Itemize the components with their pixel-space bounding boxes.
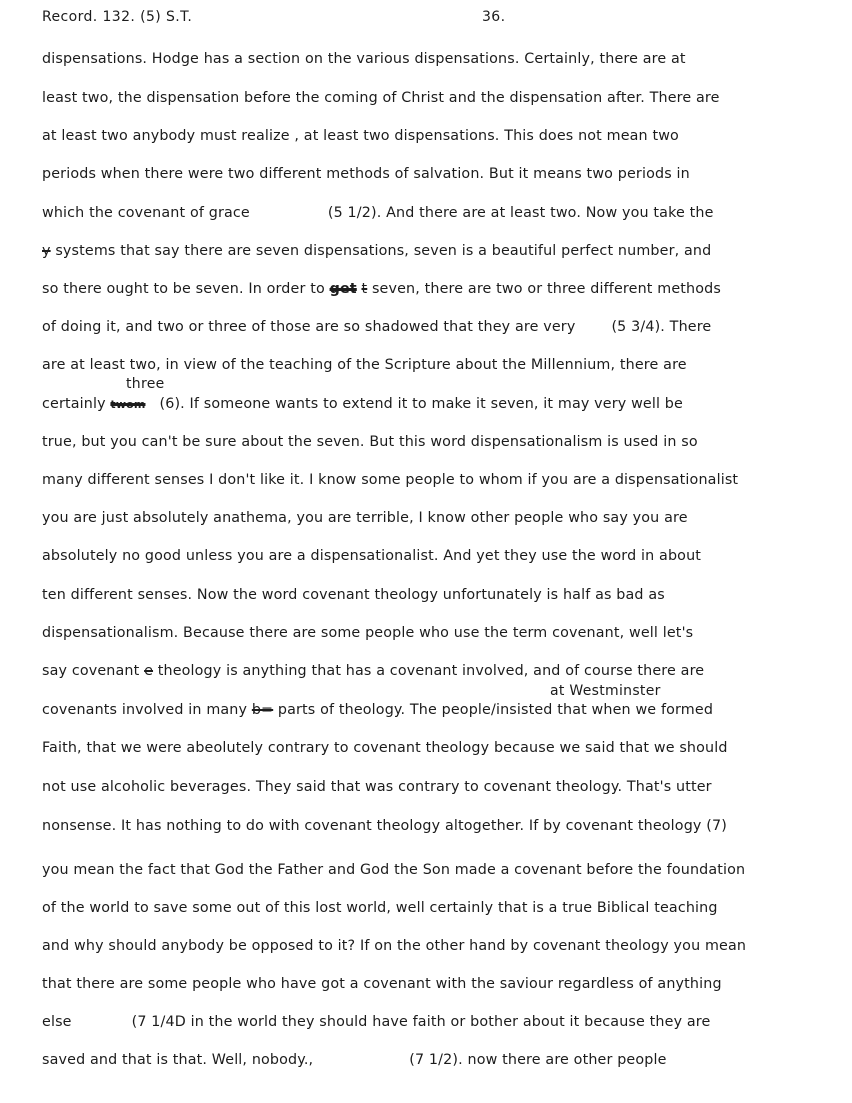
text-line-16: dispensationalism. Because there are some people who use the term covenant, well let's bbox=[42, 625, 694, 641]
text-line-10-start: certainly bbox=[42, 396, 111, 412]
text-line-5 bbox=[42, 205, 714, 221]
text-line-18 bbox=[42, 702, 713, 718]
interlinear-insertion-three: three bbox=[126, 376, 165, 392]
text-line-4: periods when there were two different methods of salvation. But it means two periods in bbox=[42, 166, 690, 182]
text-line-17-start: say covenant bbox=[42, 663, 145, 679]
text-line-7-start: so there ought to be seven. In order to bbox=[42, 281, 330, 297]
overtyped-word: twom bbox=[110, 398, 146, 411]
overtyped-word: get bbox=[329, 281, 357, 297]
text-line-8-end: (5 3/4). There bbox=[611, 319, 712, 335]
text-line-8 bbox=[42, 319, 711, 335]
record-header: Record. 132. (5) S.T. bbox=[42, 9, 193, 25]
text-line-15: ten different senses. Now the word covenant theology unfortunately is half as bad as bbox=[42, 587, 665, 603]
interlinear-insertion-westminster: at Westminster bbox=[550, 683, 661, 699]
text-line-22: you mean the fact that God the Father and God the Son made a covenant before the foundation bbox=[42, 862, 746, 878]
text-line-24: and why should anybody be opposed to it? If on the other hand by covenant theology you mean bbox=[42, 938, 747, 954]
text-line-10 bbox=[42, 396, 683, 412]
text-line-17 bbox=[42, 663, 704, 679]
struck-character: e bbox=[144, 663, 154, 679]
text-line-2: least two, the dispensation before the coming of Christ and the dispensation after. There are bbox=[42, 90, 720, 106]
text-line-21: nonsense. It has nothing to do with covenant theology altogether. If by covenant theology (7) bbox=[42, 818, 727, 834]
text-line-26 bbox=[42, 1014, 710, 1030]
text-line-8-start: of doing it, and two or three of those are so shadowed that they are very bbox=[42, 319, 576, 335]
text-line-19: Faith, that we were abeolutely contrary to covenant theology because we said that we should bbox=[42, 740, 728, 756]
text-line-5-end: (5 1/2). And there are at least two. Now you take the bbox=[327, 205, 714, 221]
text-line-10-rest: (6). If someone wants to extend it to make it seven, it may very well be bbox=[159, 396, 683, 412]
struck-character: t bbox=[361, 281, 368, 297]
text-line-18-rest: parts of theology. The people/insisted that when we formed bbox=[273, 702, 714, 718]
text-line-27 bbox=[42, 1052, 667, 1068]
text-line-1: dispensations. Hodge has a section on the various dispensations. Certainly, there are at bbox=[42, 51, 686, 67]
text-line-6 bbox=[42, 243, 711, 259]
text-line-23: of the world to save some out of this lost world, well certainly that is a true Biblical teaching bbox=[42, 900, 718, 916]
text-line-11: true, but you can't be sure about the seven. But this word dispensationalism is used in so bbox=[42, 434, 698, 450]
text-line-26-rest: (7 1/4D in the world they should have faith or bother about it because they are bbox=[131, 1014, 711, 1030]
text-line-27-end: (7 1/2). now there are other people bbox=[409, 1052, 667, 1068]
text-line-5-start: which the covenant of grace bbox=[42, 205, 250, 221]
text-line-6-rest: systems that say there are seven dispensations, seven is a beautiful perfect number, and bbox=[50, 243, 712, 259]
struck-characters: b= bbox=[251, 702, 274, 718]
text-line-7 bbox=[42, 281, 721, 297]
text-line-17-rest: theology is anything that has a covenant involved, and of course there are bbox=[153, 663, 705, 679]
text-line-27-start: saved and that is that. Well, nobody., bbox=[42, 1052, 314, 1068]
text-line-9: are at least two, in view of the teaching of the Scripture about the Millennium, there are bbox=[42, 357, 687, 373]
text-line-13: you are just absolutely anathema, you are terrible, I know other people who say you are bbox=[42, 510, 688, 526]
text-line-18-start: covenants involved in many bbox=[42, 702, 252, 718]
text-line-3: at least two anybody must realize , at least two dispensations. This does not mean two bbox=[42, 128, 679, 144]
text-line-12: many different senses I don't like it. I know some people to whom if you are a dispensationalist bbox=[42, 472, 739, 488]
text-line-26-start: else bbox=[42, 1014, 72, 1030]
text-line-14: absolutely no good unless you are a dispensationalist. And yet they use the word in about bbox=[42, 548, 702, 564]
text-line-25: that there are some people who have got a covenant with the saviour regardless of anything bbox=[42, 976, 722, 992]
struck-character: y bbox=[42, 243, 51, 259]
page-number: 36. bbox=[482, 9, 506, 25]
text-line-20: not use alcoholic beverages. They said that was contrary to covenant theology. That's utter bbox=[42, 779, 712, 795]
text-line-7-rest: seven, there are two or three different methods bbox=[367, 281, 721, 297]
